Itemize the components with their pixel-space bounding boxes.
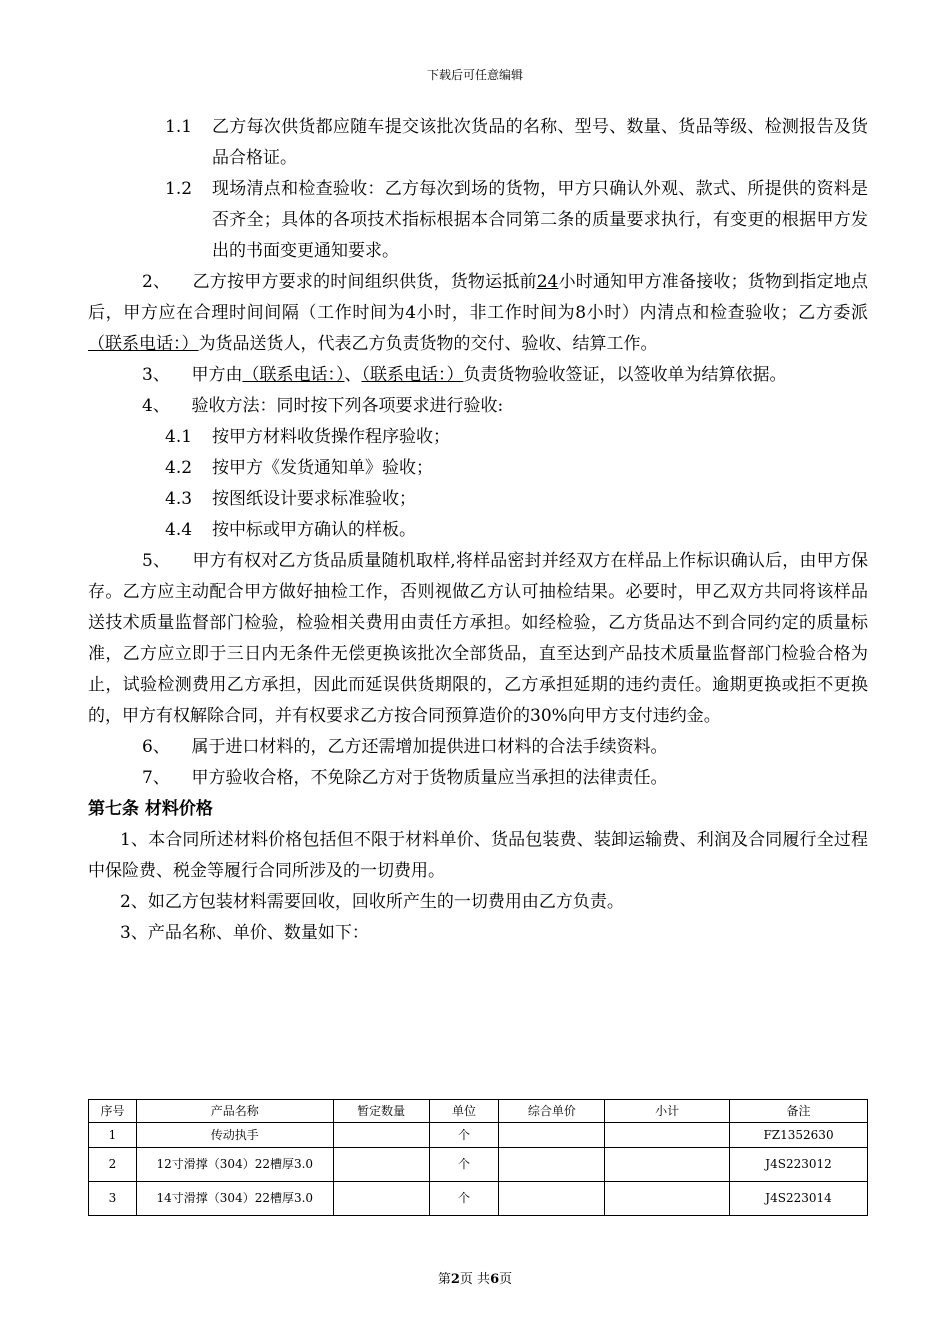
notice-hours: 24 bbox=[536, 272, 559, 292]
clause-number: 6、 bbox=[142, 737, 170, 757]
header-no: 序号 bbox=[89, 1100, 137, 1123]
clause-number: 4.4 bbox=[165, 520, 193, 540]
clause-number: 4.2 bbox=[165, 458, 193, 478]
clause-text: 验收方法：同时按下列各项要求进行验收: bbox=[191, 396, 504, 416]
clause-number: 4.3 bbox=[165, 489, 193, 509]
footer-mid: 页 共 bbox=[459, 1272, 491, 1287]
clause-2 bbox=[88, 267, 868, 360]
table-row bbox=[89, 1182, 868, 1216]
cell-name: 传动执手 bbox=[136, 1123, 333, 1148]
section-paragraph-1: 1、本合同所述材料价格包括但不限于材料单价、货品包装费、装卸运输费、利润及合同履行全过程中保险费、税金等履行合同所涉及的一切费用。 bbox=[88, 830, 868, 881]
clause-1-2 bbox=[88, 174, 868, 267]
table-header-row bbox=[89, 1100, 868, 1123]
cell-price bbox=[499, 1182, 605, 1216]
contact-blank: （联系电话：） bbox=[361, 365, 464, 385]
clause-text: 乙方每次供货都应随车提交该批次货品的名称、型号、数量、货品等级、检测报告及货品合格证。 bbox=[212, 117, 868, 168]
clause-4-4 bbox=[88, 515, 868, 546]
cell-subtotal bbox=[605, 1182, 730, 1216]
clause-4 bbox=[88, 391, 868, 422]
cell-subtotal bbox=[605, 1123, 730, 1148]
separator: 、 bbox=[344, 365, 362, 385]
clause-text: 负责货物验收签证，以签收单为结算依据。 bbox=[463, 365, 787, 385]
footer-post: 页 bbox=[499, 1272, 513, 1287]
cell-no: 3 bbox=[89, 1182, 137, 1216]
clause-4-3 bbox=[88, 484, 868, 515]
clause-number: 7、 bbox=[142, 768, 170, 788]
cell-price bbox=[499, 1148, 605, 1182]
cell-no: 1 bbox=[89, 1123, 137, 1148]
cell-name: 12寸滑撑（304）22槽厚3.0 bbox=[136, 1148, 333, 1182]
clause-text: 为货品送货人，代表乙方负责货物的交付、验收、结算工作。 bbox=[198, 334, 658, 354]
cell-note: J4S223014 bbox=[730, 1182, 868, 1216]
header-note: 备注 bbox=[730, 1100, 868, 1123]
current-page: 2 bbox=[450, 1272, 460, 1287]
clause-text: 乙方按甲方要求的时间组织供货，货物运抵前 bbox=[192, 272, 537, 292]
clause-number: 5、 bbox=[142, 551, 171, 571]
header-subtotal: 小计 bbox=[605, 1100, 730, 1123]
header-name: 产品名称 bbox=[136, 1100, 333, 1123]
clause-7 bbox=[88, 763, 868, 794]
cell-qty bbox=[333, 1148, 429, 1182]
clause-4-2 bbox=[88, 453, 868, 484]
cell-note: FZ1352630 bbox=[730, 1123, 868, 1148]
total-pages: 6 bbox=[490, 1272, 500, 1287]
header-price: 综合单价 bbox=[499, 1100, 605, 1123]
clause-6 bbox=[88, 732, 868, 763]
contact-blank: （联系电话：） bbox=[242, 365, 345, 385]
header-qty: 暂定数量 bbox=[333, 1100, 429, 1123]
clause-number: 3、 bbox=[142, 365, 170, 385]
clause-text: 小时通知甲方准备接收；货物到指定地点后，甲方应在合理时间间隔（工作时间为4小时，非工作时间为8小时）内清点和检查验收；乙方委派 bbox=[88, 272, 869, 323]
section-title: 第七条 材料价格 bbox=[88, 799, 213, 819]
clause-text: 现场清点和检查验收：乙方每次到场的货物，甲方只确认外观、款式、所提供的资料是否齐全；具体的各项技术指标根据本合同第二条的质量要求执行，有变更的根据甲方发出的书面变更通知要求。 bbox=[212, 179, 868, 261]
clause-number: 1.2 bbox=[165, 179, 193, 199]
contact-blank: （联系电话：） bbox=[88, 334, 199, 354]
clause-text: 按图纸设计要求标准验收； bbox=[212, 489, 416, 509]
page-footer bbox=[0, 1268, 950, 1287]
document-body bbox=[88, 112, 868, 949]
clause-1-1 bbox=[88, 112, 868, 174]
header-unit: 单位 bbox=[429, 1100, 499, 1123]
clause-text: 属于进口材料的，乙方还需增加提供进口材料的合法手续资料。 bbox=[191, 737, 668, 757]
clause-text: 甲方验收合格，不免除乙方对于货物质量应当承担的法律责任。 bbox=[191, 768, 668, 788]
clause-number: 4.1 bbox=[165, 427, 193, 447]
clause-text: 按甲方《发货通知单》验收； bbox=[212, 458, 433, 478]
cell-unit: 个 bbox=[429, 1148, 499, 1182]
cell-unit: 个 bbox=[429, 1123, 499, 1148]
clause-number: 2、 bbox=[142, 272, 171, 292]
clause-3 bbox=[88, 360, 868, 391]
cell-note: J4S223012 bbox=[730, 1148, 868, 1182]
clause-4-1 bbox=[88, 422, 868, 453]
table-row bbox=[89, 1123, 868, 1148]
table-row bbox=[89, 1148, 868, 1182]
clause-text: 甲方有权对乙方货品质量随机取样,将样品密封并经双方在样品上作标识确认后，由甲方保存。乙方应主动配合甲方做好抽检工作，否则视做乙方认可抽检结果。必要时，甲乙双方共同将该样品送技术质量监督部门检验，检验相关费用由责任方承担。如经检验，乙方货品达不到合同约定的质量标准，乙方应立即于三日内无条件无偿更换该批次全部货品，直至达到产品技术质量监督部门检验合格为止，试验检测费用乙方承担，因此而延误供货期限的，乙方承担延期的违约责任。逾期更换或拒不更换的，甲方有权解除合同，并有权要求乙方按合同预算造价的30%向甲方支付违约金。 bbox=[88, 551, 868, 726]
materials-table bbox=[88, 1099, 868, 1216]
cell-qty bbox=[333, 1182, 429, 1216]
cell-no: 2 bbox=[89, 1148, 137, 1182]
clause-text: 按甲方材料收货操作程序验收； bbox=[212, 427, 450, 447]
cell-unit: 个 bbox=[429, 1182, 499, 1216]
cell-price bbox=[499, 1123, 605, 1148]
clause-5 bbox=[88, 546, 868, 732]
cell-subtotal bbox=[605, 1148, 730, 1182]
page-header: 下载后可任意编辑 bbox=[426, 68, 523, 82]
clause-number: 4、 bbox=[142, 396, 170, 416]
clause-text: 甲方由 bbox=[191, 365, 243, 385]
clause-number: 1.1 bbox=[165, 117, 193, 137]
section-paragraph-2: 2、如乙方包装材料需要回收，回收所产生的一切费用由乙方负责。 bbox=[120, 892, 624, 912]
clause-text: 按中标或甲方确认的样板。 bbox=[212, 520, 416, 540]
section-paragraph-3: 3、产品名称、单价、数量如下： bbox=[120, 923, 369, 943]
footer-pre: 第 bbox=[437, 1272, 451, 1287]
cell-qty bbox=[333, 1123, 429, 1148]
cell-name: 14寸滑撑（304）22槽厚3.0 bbox=[136, 1182, 333, 1216]
